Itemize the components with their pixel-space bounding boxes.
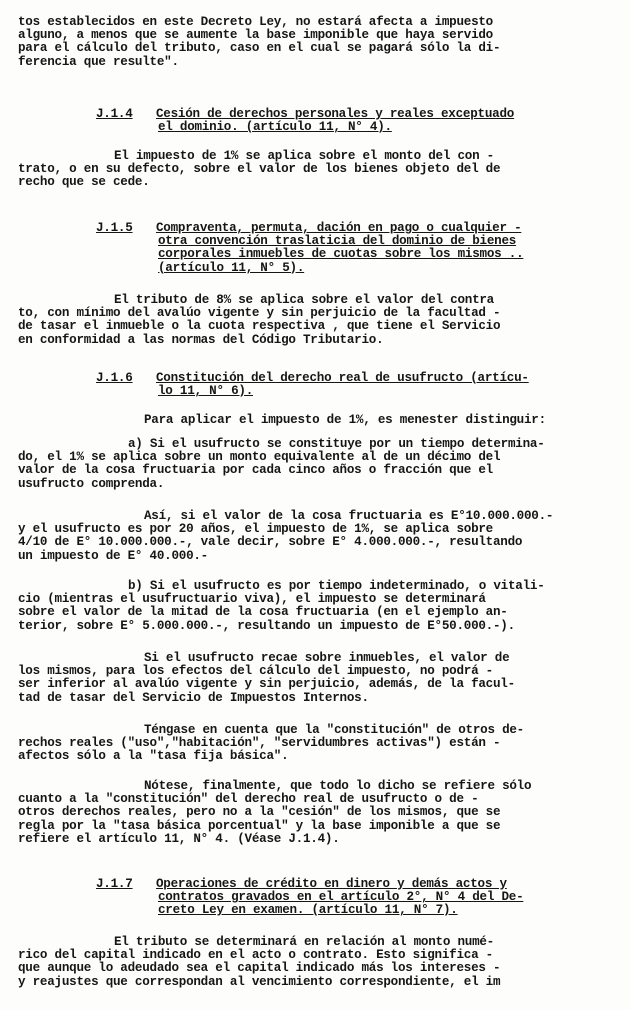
text-line: usufructo comprenda. <box>18 476 165 491</box>
section-title-line: Constitución del derecho real de usufructo (artícu- <box>156 371 529 385</box>
section-title-line: Cesión de derechos personales y reales exceptuado <box>156 107 515 121</box>
text-line: en conformidad a las normas del Código Tributario. <box>18 332 384 347</box>
section-title-line: (artículo 11, N° 5). <box>158 260 305 275</box>
text-line: 4/10 de E° 10.000.000.-, vale decir, sobre E° 4.000.000.-, resultando <box>18 535 523 550</box>
text-line: Téngase en cuenta que la "constitución" de otros de- <box>144 723 524 737</box>
section-title-line: creto Ley en examen. (artículo 11, N° 7). <box>158 903 458 918</box>
section-number: J.1.7 <box>96 877 133 891</box>
text-line: alguno, a menos que se aumente la base imponible que haya servido <box>18 28 493 43</box>
section-title-line: otra convención traslaticia del dominio de bienes <box>158 234 517 249</box>
text-line: Para aplicar el impuesto de 1%, es menester distinguir: <box>144 413 546 427</box>
paragraph <box>18 780 616 846</box>
paragraph <box>18 580 616 633</box>
paragraph <box>18 510 616 563</box>
paragraph <box>18 414 616 427</box>
text-line: regla por la "tasa básica porcentual" y la base imponible a que se <box>18 818 501 833</box>
section-heading-j15 <box>96 222 616 275</box>
text-line: para el cálculo del tributo, caso en el cual se pagará sólo la di- <box>18 41 501 56</box>
text-line: El tributo se determinará en relación al monto numé- <box>114 935 494 949</box>
text-line: recho que se cede. <box>18 175 150 190</box>
text-line: rechos reales ("uso","habitación", "servidumbres activas") están - <box>18 736 501 751</box>
text-line: refiere el artículo 11, N° 4. (Véase J.1.4). <box>18 831 340 846</box>
text-line: valor de la cosa fructuaria por cada cinco años o fracción que el <box>18 463 493 478</box>
text-line: sobre el valor de la mitad de la cosa fructuaria (en el ejemplo an- <box>18 605 508 620</box>
paragraph-continuation <box>18 16 616 69</box>
text-line: El tributo de 8% se aplica sobre el valor del contra <box>114 293 494 307</box>
text-line: tos establecidos en este Decreto Ley, no estará afecta a impuesto <box>18 15 493 29</box>
section-heading-j16 <box>96 372 616 398</box>
section-title-line: Compraventa, permuta, dación en pago o cualquier - <box>156 221 522 235</box>
section-number: J.1.4 <box>96 107 133 121</box>
text-line: a) Si el usufructo se constituye por un tiempo determina- <box>128 437 545 451</box>
text-line: de tasar el inmueble o la cuota respectiva , que tiene el Servicio <box>18 319 501 334</box>
paragraph <box>18 150 616 190</box>
section-heading-j14 <box>96 108 616 134</box>
text-line: cuanto a la "constitución" del derecho real de usufructo o de - <box>18 792 479 807</box>
text-line: trato, o en su defecto, sobre el valor de los bienes objeto del de <box>18 162 501 177</box>
text-line: Así, si el valor de la cosa fructuaria es E°10.000.000.- <box>144 509 554 523</box>
paragraph <box>18 438 616 491</box>
text-line: afectos sólo a la "tasa fija básica". <box>18 749 289 764</box>
section-heading-j17 <box>96 878 616 918</box>
text-line: b) Si el usufructo es por tiempo indeterminado, o vitali- <box>128 579 545 593</box>
paragraph <box>18 294 616 347</box>
text-line: El impuesto de 1% se aplica sobre el monto del con - <box>114 149 494 163</box>
paragraph <box>18 652 616 705</box>
section-title-line: corporales inmuebles de cuotas sobre los mismos .. <box>158 247 524 262</box>
text-line: to, con mínimo del avalúo vigente y sin perjuicio de la facultad - <box>18 306 501 321</box>
paragraph <box>18 936 616 989</box>
section-title-line: lo 11, N° 6). <box>158 384 253 399</box>
text-line: Si el usufructo recae sobre inmuebles, el valor de <box>144 651 510 665</box>
text-line: y el usufructo es por 20 años, el impuesto de 1%, se aplica sobre <box>18 522 493 537</box>
section-title-line: el dominio. (artículo 11, N° 4). <box>158 120 392 135</box>
text-line: ser inferior al avalúo vigente y sin perjuicio, además, de la facul- <box>18 677 515 692</box>
text-line: y reajustes que correspondan al vencimiento correspondiente, el im <box>18 974 501 989</box>
section-title-line: contratos gravados en el artículo 2°, N° 4 del De- <box>158 890 524 905</box>
text-line: los mismos, para los efectos del cálculo del impuesto, no podrá - <box>18 664 493 679</box>
text-line: que aunque lo adeudado sea el capital indicado más los intereses - <box>18 961 501 976</box>
text-line: un impuesto de E° 40.000.- <box>18 548 208 563</box>
section-number: J.1.6 <box>96 371 133 385</box>
text-line: Nótese, finalmente, que todo lo dicho se refiere sólo <box>144 779 532 793</box>
text-line: ferencia que resulte". <box>18 54 179 69</box>
text-line: terior, sobre E° 5.000.000.-, resultando un impuesto de E°50.000.-). <box>18 618 515 633</box>
paragraph <box>18 724 616 764</box>
section-number: J.1.5 <box>96 221 133 235</box>
text-line: do, el 1% se aplica sobre un monto equivalente al de un décimo del <box>18 450 501 465</box>
section-title-line: Operaciones de crédito en dinero y demás actos y <box>156 877 507 891</box>
text-line: tad de tasar del Servicio de Impuestos Internos. <box>18 690 369 705</box>
text-line: cio (mientras el usufructuario viva), el impuesto se determinará <box>18 592 486 607</box>
text-line: otros derechos reales, pero no a la "cesión" de los mismos, que se <box>18 805 501 820</box>
text-line: rico del capital indicado en el acto o contrato. Esto significa - <box>18 948 493 963</box>
